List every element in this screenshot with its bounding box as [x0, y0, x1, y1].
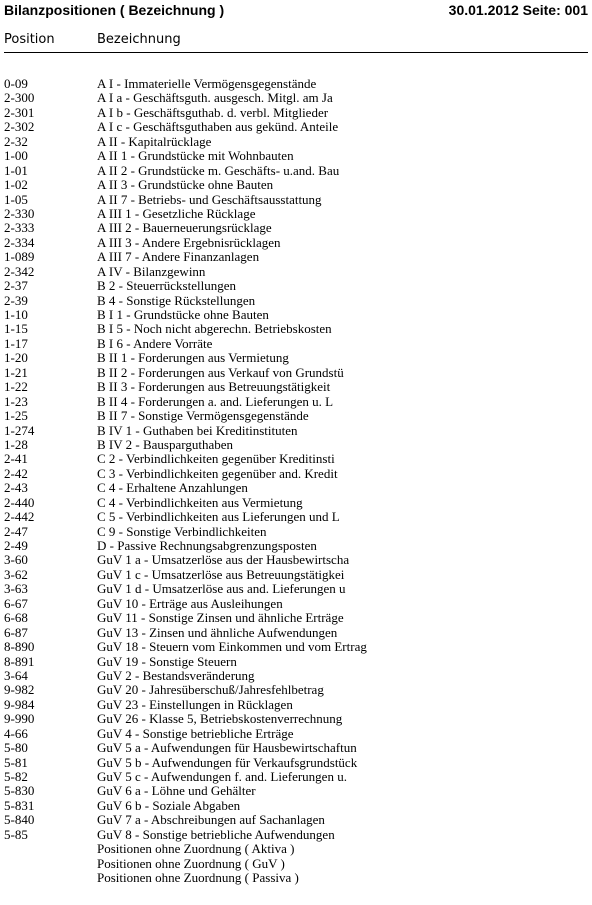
- position-description: A IV - Bilanzgewinn: [97, 263, 206, 279]
- position-code: 3-64: [4, 667, 28, 683]
- position-description: A II 2 - Grundstücke m. Geschäfts- u.and. Bau: [97, 162, 340, 178]
- position-code: 2-49: [4, 538, 28, 553]
- list-item: [4, 337, 588, 351]
- position-code: 2-334: [4, 234, 35, 250]
- list-item: [4, 496, 588, 510]
- position-code: 5-831: [4, 797, 35, 813]
- list-item: [4, 452, 588, 466]
- position-code: 2-330: [4, 205, 35, 221]
- position-description: C 3 - Verbindlichkeiten gegenüber and. Kredit: [97, 465, 338, 481]
- position-description: B II 3 - Forderungen aus Betreuungstätigkeit: [97, 379, 331, 395]
- list-item: [4, 871, 588, 885]
- position-code: 1-15: [4, 321, 28, 337]
- list-item: [4, 409, 588, 423]
- list-item: [4, 683, 588, 697]
- list-item: [4, 626, 588, 640]
- list-item: [4, 539, 588, 553]
- position-description: GuV 6 b - Soziale Abgaben: [97, 797, 241, 813]
- list-item: [4, 279, 588, 293]
- position-description: GuV 23 - Einstellungen in Rücklagen: [97, 696, 293, 712]
- position-description: GuV 6 a - Löhne und Gehälter: [97, 783, 256, 799]
- list-item: [4, 438, 588, 452]
- position-description: C 2 - Verbindlichkeiten gegenüber Kreditinsti: [97, 451, 335, 467]
- list-item: [4, 395, 588, 409]
- position-code: 1-00: [4, 148, 28, 164]
- list-item: [4, 857, 588, 871]
- list-item: [4, 164, 588, 178]
- position-description: A II 1 - Grundstücke mit Wohnbauten: [97, 148, 294, 164]
- position-description: D - Passive Rechnungsabgrenzungsposten: [97, 538, 317, 553]
- position-code: 5-82: [4, 769, 28, 784]
- list-item: [4, 669, 588, 683]
- position-description: GuV 5 b - Aufwendungen für Verkaufsgrundstück: [97, 754, 358, 770]
- position-code: 2-41: [4, 451, 28, 467]
- list-item: [4, 741, 588, 755]
- position-code: 4-66: [4, 725, 28, 741]
- position-code: 8-891: [4, 653, 35, 669]
- list-item: [4, 236, 588, 250]
- list-item: [4, 77, 588, 91]
- position-code: 1-21: [4, 364, 28, 380]
- position-description: GuV 8 - Sonstige betriebliche Aufwendungen: [97, 826, 335, 842]
- position-code: 2-301: [4, 104, 35, 120]
- list-item: [4, 178, 588, 192]
- position-description: A I b - Geschäftsguthab. d. verbl. Mitglieder: [97, 104, 329, 120]
- position-code: 2-37: [4, 278, 28, 294]
- list-item: [4, 611, 588, 625]
- position-code: 2-333: [4, 220, 35, 236]
- position-code: 9-982: [4, 682, 35, 698]
- position-description: GuV 10 - Erträge aus Ausleihungen: [97, 595, 283, 611]
- position-description: GuV 20 - Jahresüberschuß/Jahresfehlbetrag: [97, 682, 324, 698]
- position-code: 1-22: [4, 379, 28, 395]
- position-code: 2-300: [4, 90, 35, 106]
- list-item: [4, 828, 588, 842]
- position-description: A II 7 - Betriebs- und Geschäftsausstattung: [97, 191, 322, 207]
- position-list: [4, 77, 588, 886]
- position-description: GuV 18 - Steuern vom Einkommen und vom Ertrag: [97, 639, 367, 655]
- list-item: [4, 380, 588, 394]
- position-description: A III 3 - Andere Ergebnisrücklagen: [97, 234, 281, 250]
- list-item: [4, 842, 588, 856]
- position-description: A III 1 - Gesetzliche Rücklage: [97, 205, 256, 221]
- position-description: A III 7 - Andere Finanzanlagen: [97, 249, 260, 265]
- position-code: 2-43: [4, 480, 28, 496]
- position-code: 2-47: [4, 523, 28, 539]
- list-item: [4, 467, 588, 481]
- report-title: Bilanzpositionen ( Bezeichnung ): [4, 2, 225, 18]
- position-description: GuV 1 c - Umsatzerlöse aus Betreuungstätigkei: [97, 566, 345, 582]
- position-code: 2-302: [4, 119, 35, 135]
- column-header-bezeichnung: Bezeichnung: [97, 32, 181, 47]
- position-code: 2-39: [4, 292, 28, 308]
- position-code: 8-890: [4, 639, 35, 655]
- list-item: [4, 698, 588, 712]
- position-description: A I - Immaterielle Vermögensgegenstände: [97, 76, 317, 91]
- position-description: GuV 1 a - Umsatzerlöse aus der Hausbewirtscha: [97, 552, 350, 568]
- position-description: GuV 7 a - Abschreibungen auf Sachanlagen: [97, 812, 325, 828]
- list-item: [4, 525, 588, 539]
- list-item: [4, 424, 588, 438]
- position-code: 5-80: [4, 740, 28, 756]
- position-code: 1-23: [4, 393, 28, 409]
- position-description: Positionen ohne Zuordnung ( Passiva ): [97, 870, 299, 886]
- position-description: A II - Kapitalrücklage: [97, 133, 212, 149]
- list-item: [4, 727, 588, 741]
- position-code: 1-20: [4, 350, 28, 366]
- list-item: [4, 106, 588, 120]
- list-item: [4, 799, 588, 813]
- position-code: 3-63: [4, 581, 28, 597]
- list-item: [4, 221, 588, 235]
- position-description: Positionen ohne Zuordnung ( GuV ): [97, 855, 285, 871]
- list-item: [4, 481, 588, 495]
- list-item: [4, 784, 588, 798]
- position-description: B II 7 - Sonstige Vermögensgegenstände: [97, 408, 309, 424]
- position-code: 6-68: [4, 610, 28, 626]
- list-item: [4, 712, 588, 726]
- list-item: [4, 149, 588, 163]
- list-item: [4, 120, 588, 134]
- position-description: Positionen ohne Zuordnung ( Aktiva ): [97, 841, 295, 857]
- position-code: 1-089: [4, 249, 35, 265]
- position-code: 5-81: [4, 754, 28, 770]
- list-item: [4, 135, 588, 149]
- position-description: B II 4 - Forderungen a. and. Lieferungen u. L: [97, 393, 334, 409]
- list-item: [4, 322, 588, 336]
- position-description: B II 2 - Forderungen aus Verkauf von Grundstü: [97, 364, 344, 380]
- position-description: B II 1 - Forderungen aus Vermietung: [97, 350, 289, 366]
- list-item: [4, 553, 588, 567]
- position-description: B I 1 - Grundstücke ohne Bauten: [97, 307, 269, 322]
- report-date-page: 30.01.2012 Seite: 001: [448, 2, 588, 18]
- list-item: [4, 294, 588, 308]
- position-code: 9-990: [4, 711, 35, 727]
- position-code: 2-342: [4, 263, 35, 279]
- position-description: B IV 1 - Guthaben bei Kreditinstituten: [97, 422, 298, 438]
- position-code: 6-67: [4, 595, 28, 611]
- position-description: GuV 2 - Bestandsveränderung: [97, 667, 255, 683]
- report-header: [4, 2, 588, 22]
- position-description: GuV 26 - Klasse 5, Betriebskostenverrechnung: [97, 711, 343, 727]
- position-code: 3-62: [4, 566, 28, 582]
- column-headers: [4, 32, 588, 50]
- position-description: A I c - Geschäftsguthaben aus gekünd. Anteile: [97, 119, 339, 135]
- position-description: A III 2 - Bauerneuerungsrücklage: [97, 220, 272, 236]
- position-code: 1-10: [4, 307, 28, 322]
- position-code: 2-32: [4, 133, 28, 149]
- list-item: [4, 582, 588, 596]
- position-description: C 5 - Verbindlichkeiten aus Lieferungen und L: [97, 509, 340, 525]
- list-item: [4, 351, 588, 365]
- position-description: GuV 1 d - Umsatzerlöse aus and. Lieferungen u: [97, 581, 346, 597]
- position-description: C 4 - Verbindlichkeiten aus Vermietung: [97, 494, 303, 510]
- list-item: [4, 265, 588, 279]
- position-description: C 4 - Erhaltene Anzahlungen: [97, 480, 248, 496]
- position-description: B IV 2 - Bausparguthaben: [97, 436, 233, 452]
- position-description: GuV 5 a - Aufwendungen für Hausbewirtschaftun: [97, 740, 357, 756]
- position-code: 0-09: [4, 76, 28, 91]
- position-description: A I a - Geschäftsguth. ausgesch. Mitgl. am Ja: [97, 90, 333, 106]
- list-item: [4, 640, 588, 654]
- position-code: 2-442: [4, 509, 35, 525]
- position-code: 1-17: [4, 335, 28, 351]
- position-code: 1-05: [4, 191, 28, 207]
- position-code: 9-984: [4, 696, 35, 712]
- list-item: [4, 597, 588, 611]
- position-description: GuV 19 - Sonstige Steuern: [97, 653, 237, 669]
- position-code: 5-85: [4, 826, 28, 842]
- position-code: 3-60: [4, 552, 28, 568]
- position-code: 2-42: [4, 465, 28, 481]
- position-code: 5-840: [4, 812, 35, 828]
- position-code: 1-25: [4, 408, 28, 424]
- column-header-position: Position: [4, 32, 55, 47]
- position-description: GuV 5 c - Aufwendungen f. and. Lieferungen u.: [97, 769, 347, 784]
- position-description: GuV 11 - Sonstige Zinsen und ähnliche Erträge: [97, 610, 344, 626]
- list-item: [4, 308, 588, 322]
- position-code: 1-274: [4, 422, 35, 438]
- position-code: 1-02: [4, 177, 28, 193]
- position-code: 1-28: [4, 436, 28, 452]
- position-description: B I 6 - Andere Vorräte: [97, 335, 213, 351]
- position-description: A II 3 - Grundstücke ohne Bauten: [97, 177, 274, 193]
- position-description: B 4 - Sonstige Rückstellungen: [97, 292, 256, 308]
- list-item: [4, 655, 588, 669]
- list-item: [4, 770, 588, 784]
- position-code: 2-440: [4, 494, 35, 510]
- list-item: [4, 250, 588, 264]
- list-item: [4, 207, 588, 221]
- list-item: [4, 193, 588, 207]
- position-code: 5-830: [4, 783, 35, 799]
- position-description: B 2 - Steuerrückstellungen: [97, 278, 236, 294]
- header-divider: [4, 52, 588, 53]
- position-description: GuV 13 - Zinsen und ähnliche Aufwendungen: [97, 624, 338, 640]
- position-description: C 9 - Sonstige Verbindlichkeiten: [97, 523, 267, 539]
- list-item: [4, 91, 588, 105]
- list-item: [4, 813, 588, 827]
- position-code: 6-87: [4, 624, 28, 640]
- position-description: B I 5 - Noch nicht abgerechn. Betriebskosten: [97, 321, 332, 337]
- list-item: [4, 366, 588, 380]
- list-item: [4, 568, 588, 582]
- position-description: GuV 4 - Sonstige betriebliche Erträge: [97, 725, 294, 741]
- position-code: 1-01: [4, 162, 28, 178]
- list-item: [4, 756, 588, 770]
- list-item: [4, 510, 588, 524]
